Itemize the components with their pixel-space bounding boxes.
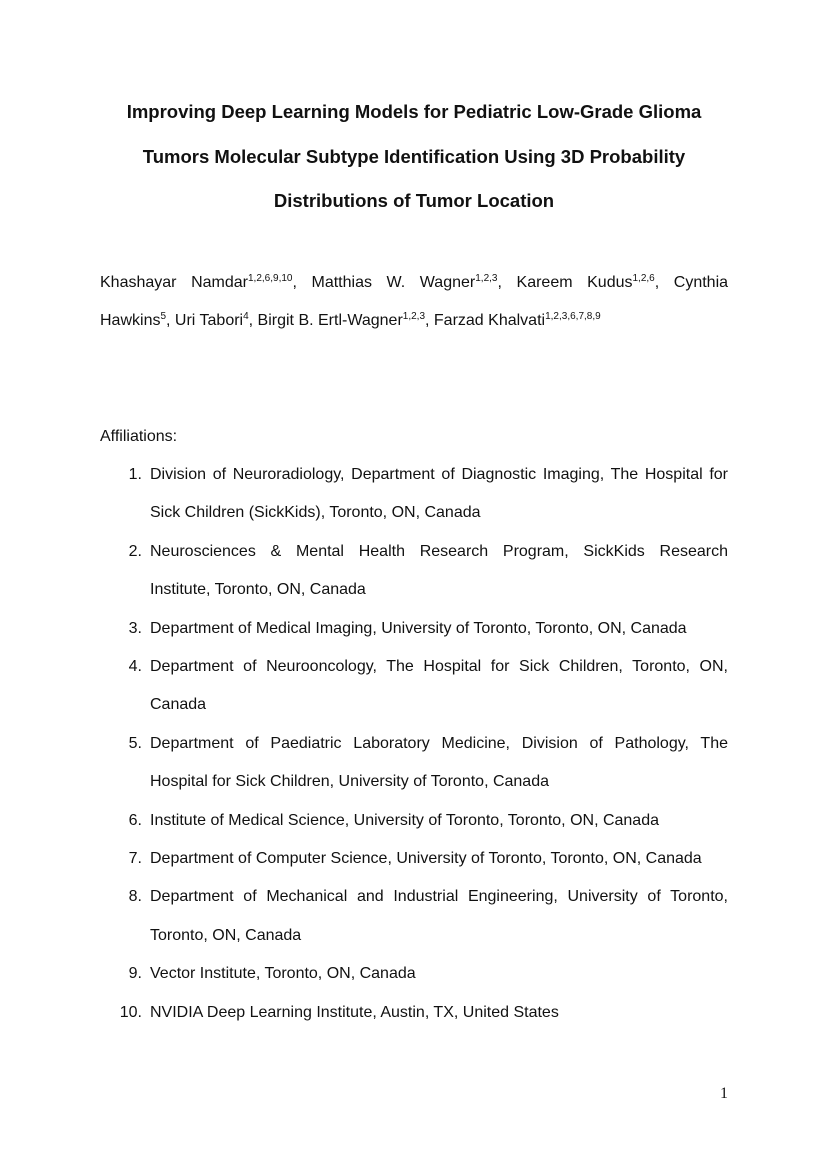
author-entry — [258, 312, 434, 329]
affiliation-text-line: Hospital for Sick Children, University of Toronto, Canada — [150, 773, 549, 791]
author-name: Khashayar Namdar — [100, 274, 248, 291]
affiliation-text — [150, 994, 728, 1032]
author-name: Birgit B. Ertl-Wagner — [257, 312, 403, 329]
affiliation-text — [150, 955, 728, 993]
author-affiliation-marker: 1,2,6 — [632, 273, 655, 284]
author-entry — [434, 312, 601, 329]
affiliation-text-line: NVIDIA Deep Learning Institute, Austin, TX, United States — [150, 1003, 559, 1021]
affiliation-text-line: Department of Paediatric Laboratory Medicine, Division of Pathology, The — [150, 734, 728, 752]
affiliation-item — [100, 533, 728, 610]
affiliation-item — [100, 840, 728, 878]
affiliation-item — [100, 878, 728, 955]
affiliation-item — [100, 802, 728, 840]
affiliations-list — [100, 456, 728, 1032]
affiliation-number: 10. — [119, 1003, 142, 1021]
affiliation-text-line: Institute, Toronto, ON, Canada — [150, 581, 366, 599]
author-separator: , — [292, 274, 312, 291]
author-entry — [674, 274, 728, 291]
affiliation-number: 6. — [128, 811, 142, 829]
author-name: Farzad Khalvati — [433, 312, 546, 329]
author-name: Matthias W. Wagner — [311, 274, 476, 291]
affiliation-item — [100, 648, 728, 725]
author-separator: , — [497, 274, 517, 291]
author-entry — [175, 312, 258, 329]
affiliation-number: 2. — [128, 542, 142, 560]
affiliation-text — [150, 533, 728, 610]
affiliation-text — [150, 840, 728, 878]
affiliation-text-line: Canada — [150, 696, 207, 714]
affiliation-text-line: Toronto, ON, Canada — [150, 926, 302, 944]
affiliation-text-line: Department of Mechanical and Industrial Engineering, University of Toronto, — [150, 888, 728, 906]
author-separator: , — [425, 312, 434, 329]
author-name: Cynthia — [673, 274, 729, 291]
author-separator: , — [248, 312, 258, 329]
affiliation-text — [150, 802, 728, 840]
affiliation-text — [150, 725, 728, 802]
author-separator: , — [654, 274, 674, 291]
author-affiliation-marker: 4 — [243, 311, 249, 322]
affiliation-item — [100, 994, 728, 1032]
author-entry — [100, 274, 312, 291]
page-number: 1 — [720, 1085, 728, 1102]
author-entry — [517, 274, 674, 291]
affiliation-text-line: Department of Computer Science, University of Toronto, Toronto, ON, Canada — [150, 850, 702, 868]
affiliation-text-line: Neurosciences & Mental Health Research Program, SickKids Research — [150, 542, 728, 560]
author-entry — [312, 274, 517, 291]
affiliations-heading: Affiliations: — [100, 428, 178, 445]
paper-title-line-3: Distributions of Tumor Location — [273, 190, 555, 211]
affiliation-item — [100, 725, 728, 802]
paper-title-line-1: Improving Deep Learning Models for Pediatric Low-Grade Glioma — [126, 101, 702, 122]
affiliation-item — [100, 955, 728, 993]
affiliation-text — [150, 878, 728, 955]
affiliation-text — [150, 610, 728, 648]
author-entry — [100, 312, 175, 329]
affiliation-number: 8. — [128, 888, 142, 906]
author-affiliation-marker: 5 — [160, 311, 167, 322]
affiliation-item — [100, 456, 728, 533]
author-name: Kareem Kudus — [516, 274, 633, 291]
affiliation-text-line: Division of Neuroradiology, Department of Diagnostic Imaging, The Hospital for — [150, 466, 728, 483]
author-affiliation-marker: 1,2,3 — [475, 273, 498, 284]
affiliation-text — [150, 648, 728, 725]
affiliation-text-line: Sick Children (SickKids), Toronto, ON, Canada — [150, 504, 481, 522]
author-list-line-2 — [100, 302, 728, 340]
paper-title-line-2: Tumors Molecular Subtype Identification Using 3D Probability — [142, 146, 686, 167]
affiliation-number: 7. — [128, 850, 142, 868]
author-separator: , — [166, 312, 175, 329]
affiliation-number: 5. — [128, 734, 142, 752]
affiliation-number: 1. — [128, 466, 142, 483]
author-affiliation-marker: 1,2,6,9,10 — [247, 273, 293, 284]
affiliation-number: 9. — [128, 965, 142, 983]
author-name: Hawkins — [100, 312, 161, 329]
author-name: Uri Tabori — [174, 312, 244, 329]
affiliation-number: 3. — [128, 619, 142, 637]
affiliation-number: 4. — [128, 658, 142, 676]
affiliation-text-line: Department of Medical Imaging, University of Toronto, Toronto, ON, Canada — [150, 619, 687, 637]
affiliation-text-line: Department of Neurooncology, The Hospital for Sick Children, Toronto, ON, — [150, 658, 728, 676]
affiliation-text — [150, 456, 728, 533]
affiliation-text-line: Vector Institute, Toronto, ON, Canada — [150, 965, 416, 983]
author-list-line-1 — [100, 264, 728, 302]
author-affiliation-marker: 1,2,3,6,7,8,9 — [545, 311, 601, 322]
affiliation-text-line: Institute of Medical Science, University of Toronto, Toronto, ON, Canada — [150, 811, 659, 829]
affiliation-item — [100, 610, 728, 648]
author-affiliation-marker: 1,2,3 — [402, 311, 426, 322]
